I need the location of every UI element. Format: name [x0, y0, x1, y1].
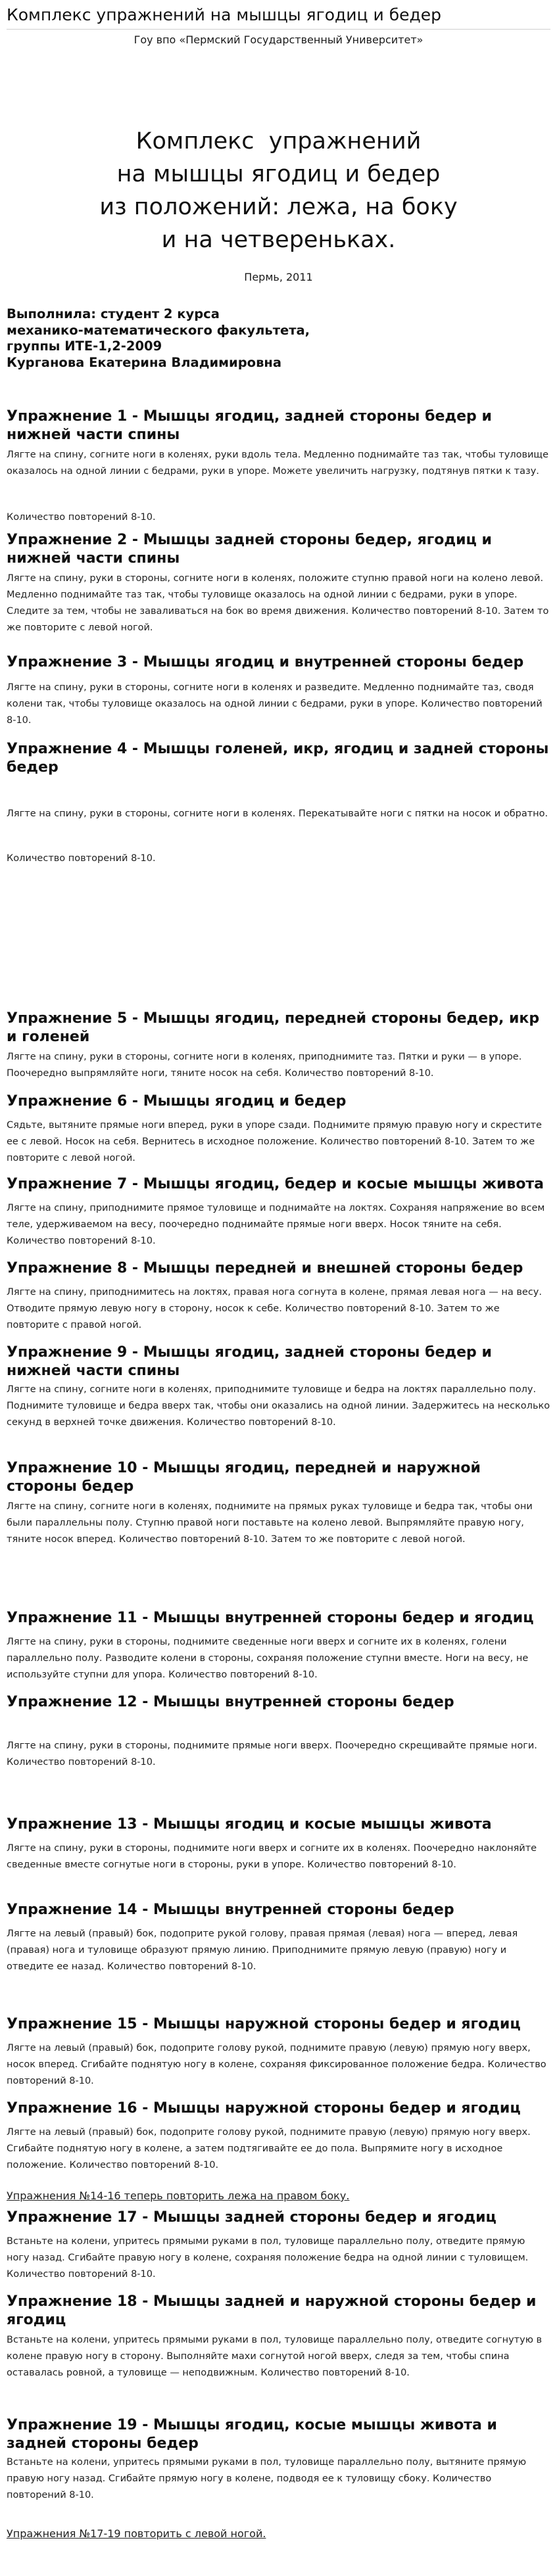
exercise-title: Упражнение 4 - Мышцы голеней, икр, ягодиц и задней стороны бедер — [7, 741, 549, 776]
exercise-text: Лягте на левый (правый) бок, подоприте рукой голову, правая прямая (левая) нога — вперед, левая (правая) нога и туловище образуют прямую линию. Приподнимите прямую левую (правую) ногу и отведите ее назад. Количество повторений 8-10. — [7, 1929, 518, 1972]
exercise-text: Встаньте на колени, упритесь прямыми руками в пол, туловище параллельно полу, отведите прямую ногу назад. Сгибайте правую ногу в колене, сохраняя положение бедра на одной линии с туловищем. Количество повторений 8-10. — [7, 2236, 529, 2280]
repeat-note: Упражнения №14-16 теперь повторить лежа на правом боку. — [7, 2190, 350, 2202]
cover-line: на мышцы ягодиц и бедер — [116, 161, 441, 187]
exercise-title: Упражнение 8 - Мышцы передней и внешней стороны бедер — [7, 1260, 523, 1276]
exercise-text: Лягте на спину, руки в стороны, поднимите прямые ноги вверх. Поочередно скрещивайте прямые ноги. Количество повторений 8-10. — [7, 1741, 537, 1768]
exercise-title: Упражнение 9 - Мышцы ягодиц, задней стороны бедер и нижней части спины — [7, 1344, 492, 1379]
exercise-count: Количество повторений 8-10. — [7, 512, 156, 523]
exercise-title: Упражнение 10 - Мышцы ягодиц, передней и наружной стороны бедер — [7, 1460, 481, 1495]
exercise-text: Лягте на левый (правый) бок, подоприте голову рукой, поднимите правую (левую) прямую ногу вверх. Сгибайте поднятую ногу в колене, а затем подтягивайте ее до пола. Выпрямите ногу в исходное положение. Количество повторений 8-10. — [7, 2127, 531, 2170]
document-title: Комплекс упражнений на мышцы ягодиц и бедер — [7, 5, 442, 24]
university-name: Гоу впо «Пермский Государственный Университет» — [133, 34, 424, 46]
exercise-text: Лягте на спину, руки в стороны, согните ноги в коленях. Перекатывайте ноги с пятки на носок и обратно. — [7, 808, 548, 819]
exercise-text: Сядьте, вытяните прямые ноги вперед, руки в упоре сзади. Поднимите прямую правую ногу и скрестите ее с левой. Носок на себя. Вернитесь в исходное положение. Количество повторений 8-10. Затем то же повторите с левой ногой. — [7, 1120, 542, 1163]
repeat-note: Упражнения №17-19 повторить с левой ногой. — [7, 2527, 266, 2540]
author-line: Выполнила: студент 2 курса — [7, 306, 220, 321]
exercise-title: Упражнение 18 - Мышцы задней и наружной стороны бедер и ягодиц — [7, 2293, 537, 2328]
exercise-text: Встаньте на колени, упритесь прямыми руками в пол, туловище параллельно полу, вытяните прямую правую ногу назад. Сгибайте прямую ногу в колене, подводя ее к туловищу сбоку. Количество повторений 8-10. — [7, 2457, 527, 2500]
exercise-title: Упражнение 11 - Мышцы внутренней стороны бедер и ягодиц — [7, 1610, 534, 1626]
exercise-text: Лягте на спину, согните ноги в коленях, поднимите на прямых руках туловище и бедра так, чтобы они были параллельны полу. Ступню правой ноги поставьте на колено левой. Выпрямляйте правую ногу, тяните носок вперед. Количество повторений 8-10. Затем то же повторите с левой ногой. — [7, 1501, 533, 1545]
exercise-text: Лягте на спину, руки в стороны, поднимите сведенные ноги вверх и согните их в коленях, голени параллельно полу. Разводите колени в стороны, сохраняя положение ступни вместе. Ноги на весу, не используйте ступни для упора. Количество повторений 8-10. — [7, 1637, 529, 1680]
cover-line: и на четвереньках. — [161, 227, 396, 253]
exercise-text: Лягте на спину, согните ноги в коленях, приподнимите туловище и бедра на локтях параллельно полу. Поднимите туловище и бедра вверх так, чтобы они оказались на одной линии. Задержитесь на несколько секунд в верхней точке движения. Количество повторений 8-10. — [7, 1384, 550, 1428]
exercise-title: Упражнение 7 - Мышцы ягодиц, бедер и косые мышцы живота — [7, 1176, 545, 1192]
exercise-count: Количество повторений 8-10. — [7, 853, 156, 864]
author-line: механико-математического факультета, — [7, 322, 310, 338]
exercise-text: Лягте на спину, руки в стороны, согните ноги в коленях, приподнимите таз. Пятки и руки — в упоре. Поочередно выпрямляйте ноги, тяните носок на себя. Количество повторений 8-10. — [7, 1052, 522, 1079]
exercise-title: Упражнение 12 - Мышцы внутренней стороны бедер — [7, 1694, 454, 1710]
city-year: Пермь, 2011 — [244, 271, 313, 283]
exercise-text: Лягте на левый (правый) бок, подоприте голову рукой, поднимите правую (левую) прямую ногу вверх, носок вперед. Сгибайте поднятую ногу в колене, сохраняя фиксированное положение бедра. Количество повторений 8-10. — [7, 2043, 546, 2086]
title-divider — [7, 29, 550, 30]
exercise-text: Лягте на спину, руки в стороны, поднимите ноги вверх и согните их в коленях. Поочередно наклоняйте сведенные вместе согнутые ноги в стороны, руки в упоре. Количество повторений 8-10. — [7, 1843, 537, 1870]
exercise-text: Лягте на спину, руки в стороны, согните ноги в коленях и разведите. Медленно поднимайте таз, сводя колени так, чтобы туловище оказалось на одной линии с бедрами, руки в упоре. Количество повторений 8-10. — [7, 682, 543, 726]
exercise-text: Лягте на спину, руки в стороны, согните ноги в коленях, положите ступню правой ноги на колено левой. Медленно поднимайте таз так, чтобы туловище оказалось на одной линии с бедрами, руки в упоре. Следите за тем, чтобы не заваливаться на бок во время движения. Количество повторений 8-10. Затем то же повторите с левой ногой. — [7, 573, 549, 633]
exercise-title: Упражнение 19 - Мышцы ягодиц, косые мышцы живота и задней стороны бедер — [7, 2417, 497, 2452]
exercise-title: Упражнение 5 - Мышцы ягодиц, передней стороны бедер, икр и голеней — [7, 1010, 540, 1045]
exercise-text: Встаньте на колени, упритесь прямыми руками в пол, туловище параллельно полу, отведите согнутую в колене правую ногу в сторону. Выполняйте махи согнутой ногой вверх, следя за тем, чтобы спина оставалась ровной, а туловище — неподвижным. Количество повторений 8-10. — [7, 2335, 543, 2378]
cover-line: из положений: лежа, на боку — [99, 194, 458, 220]
author-line: группы ИТЕ-1,2-2009 — [7, 339, 162, 354]
exercise-title: Упражнение 16 - Мышцы наружной стороны бедер и ягодиц — [7, 2100, 521, 2117]
author-block — [7, 306, 550, 371]
exercise-title: Упражнение 2 - Мышцы задней стороны бедер, ягодиц и нижней части спины — [7, 532, 492, 567]
exercise-title: Упражнение 1 - Мышцы ягодиц, задней стороны бедер и нижней части спины — [7, 408, 492, 443]
exercise-text: Лягте на спину, приподнимитесь на локтях, правая нога согнута в колене, прямая левая нога — на весу. Отводите прямую левую ногу в сторону, носок к себе. Количество повторений 8-10. Затем то же повторите с правой ногой. — [7, 1287, 542, 1330]
exercise-title: Упражнение 3 - Мышцы ягодиц и внутренней стороны бедер — [7, 654, 524, 670]
exercise-title: Упражнение 15 - Мышцы наружной стороны бедер и ягодиц — [7, 2016, 521, 2032]
cover-title — [0, 125, 557, 256]
exercise-text: Лягте на спину, согните ноги в коленях, руки вдоль тела. Медленно поднимайте таз так, чтобы туловище оказалось на одной линии с бедрами, руки в упоре. Можете увеличить нагрузку, подтянув пятки к тазу. — [7, 450, 549, 477]
exercise-title: Упражнение 17 - Мышцы задней стороны бедер и ягодиц — [7, 2209, 496, 2226]
cover-line: Комплекс упражнений — [135, 128, 422, 154]
exercise-title: Упражнение 14 - Мышцы внутренней стороны бедер — [7, 1902, 454, 1918]
exercise-title: Упражнение 6 - Мышцы ягодиц и бедер — [7, 1093, 347, 1110]
exercise-title: Упражнение 13 - Мышцы ягодиц и косые мышцы живота — [7, 1816, 492, 1833]
author-line: Курганова Екатерина Владимировна — [7, 354, 282, 370]
exercise-text: Лягте на спину, приподнимите прямое туловище и поднимайте на локтях. Сохраняя напряжение во всем теле, удерживаемом на весу, поочередно поднимайте прямые ноги вверх. Носок тяните на себя. Количество повторений 8-10. — [7, 1203, 545, 1246]
